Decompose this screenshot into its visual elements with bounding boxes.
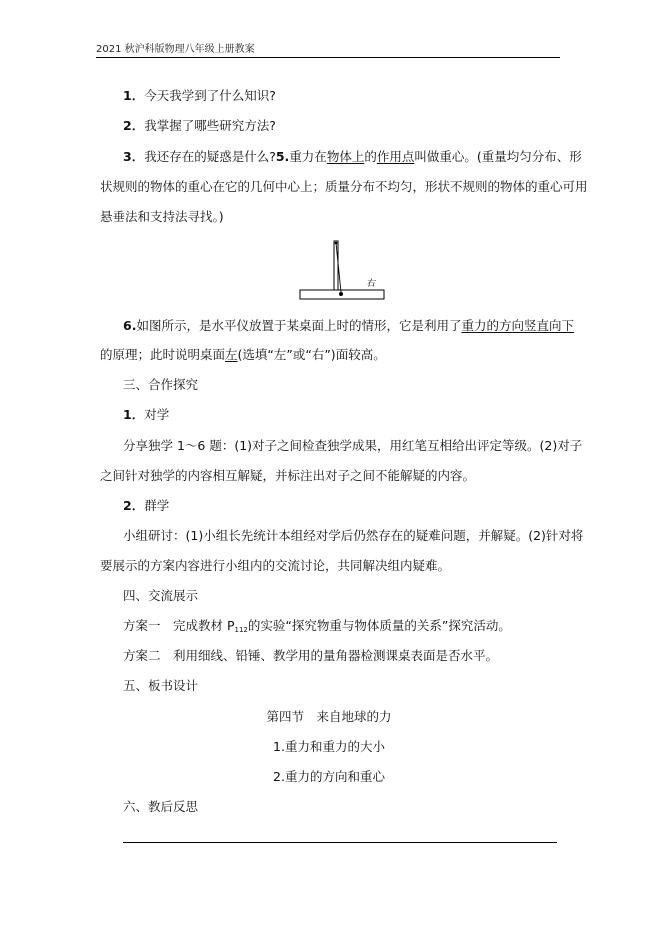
group-study-line-1: 小组研讨：(1)小组长先统计本组经对学后仍然存在的疑难问题，并解疑。(2)针对将 — [123, 528, 584, 543]
question-3-text: 我还存在的疑惑是什么? — [144, 149, 276, 164]
question-1 — [123, 88, 276, 104]
item-6-answer-1: 重力的方向竖直向下 — [461, 318, 574, 333]
item-6-text-a: 如图所示，是水平仪放置于某桌面上时的情形，它是利用了 — [136, 318, 462, 333]
level-gauge-figure — [298, 240, 388, 306]
plan-1-text-b: 的实验“探究物重与物体质量的关系”探究活动。 — [247, 618, 511, 633]
header-divider — [96, 57, 560, 58]
question-3-number: 3． — [123, 149, 145, 164]
group-study-line-2: 要展示的方案内容进行小组内的交流讨论，共同解决组内疑难。 — [100, 558, 451, 573]
pair-study-line-2: 之间针对独学的内容相互解疑，并标注出对子之间不能解疑的内容。 — [100, 468, 476, 483]
question-1-text: 今天我学到了什么知识? — [144, 88, 276, 103]
item-6-number: 6. — [123, 318, 137, 333]
figure-label-right: 右 — [366, 279, 376, 289]
section-4-title: 四、交流展示 — [123, 588, 199, 603]
board-title: 第四节 来自地球的力 — [266, 709, 392, 724]
question-2-number: 2． — [123, 118, 145, 133]
question-1-number: 1． — [123, 88, 145, 103]
plumb-bob — [339, 292, 343, 296]
board-item-1: 1.重力和重力的大小 — [273, 739, 385, 754]
plan-2: 方案二 利用细线、铅锤、教学用的量角器检测课桌表面是否水平。 — [123, 648, 499, 663]
item-6-line-2 — [100, 347, 386, 363]
item-6-text-c: (选填“左”或“右”)面较高。 — [237, 347, 386, 362]
section-3-title: 三、合作探究 — [123, 377, 199, 392]
subsection-pair-study — [123, 407, 169, 423]
question-2 — [123, 118, 276, 134]
level-stand — [334, 241, 338, 290]
plan-1-text-a: 方案一 完成教材 P — [123, 618, 235, 633]
reflection-write-line — [123, 842, 557, 843]
item-6 — [123, 318, 574, 334]
item-5-answer-2: 作用点 — [376, 149, 415, 164]
question-3 — [123, 149, 582, 165]
board-item-2: 2.重力的方向和重心 — [273, 769, 385, 784]
item-6-text-b: 的原理；此时说明桌面 — [100, 347, 226, 362]
item-5-text-b: 的 — [364, 149, 377, 164]
subsection-pair-title: 对学 — [144, 407, 170, 422]
question-3-line-2: 状规则的物体的重心在它的几何中心上；质量分布不均匀，形状不规则的物体的重心可用 — [100, 179, 588, 194]
item-5-text-c: 叫做重心。(重量均匀分布、形 — [414, 149, 582, 164]
section-5-title: 五、板书设计 — [123, 678, 199, 693]
item-5-answer-1: 物体上 — [326, 149, 365, 164]
subsection-group-number: 2． — [123, 498, 145, 513]
pair-study-line-1: 分享独学 1～6 题：(1)对子之间检查独学成果，用红笔互相给出评定等级。(2)对子 — [123, 438, 583, 453]
item-5-text-a: 重力在 — [289, 149, 327, 164]
section-6-title: 六、教后反思 — [123, 799, 199, 814]
item-5-number: 5. — [275, 149, 290, 164]
question-3-line-3: 悬垂法和支持法寻找。) — [100, 209, 224, 224]
subsection-pair-number: 1． — [123, 407, 145, 422]
level-gauge-svg — [298, 240, 388, 302]
plan-1 — [123, 618, 511, 638]
subsection-group-title: 群学 — [144, 498, 170, 513]
question-2-text: 我掌握了哪些研究方法? — [144, 118, 276, 133]
subsection-group-study — [123, 498, 169, 514]
page-header: 2021 秋沪科版物理八年级上册教案 — [96, 44, 255, 55]
plan-1-page-subscript: 112 — [234, 626, 248, 634]
item-6-answer-2: 左 — [225, 347, 238, 362]
